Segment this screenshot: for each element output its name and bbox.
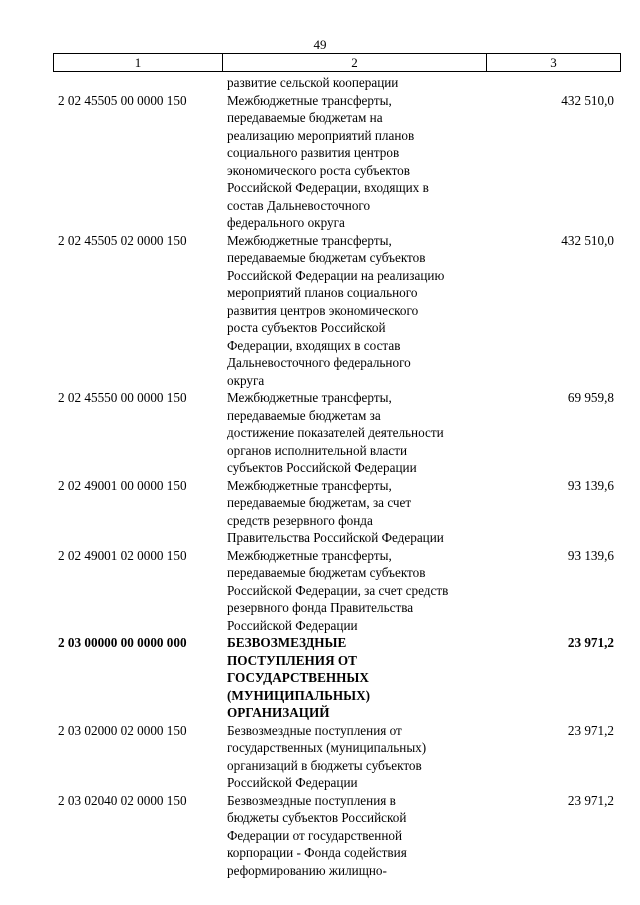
budget-code	[53, 74, 227, 92]
table-row	[53, 92, 621, 232]
table-row	[53, 792, 621, 880]
budget-code: 2 02 49001 02 0000 150	[58, 547, 187, 563]
column-header-1: 1	[54, 54, 223, 71]
description-line: федерального округа	[227, 215, 345, 230]
description	[227, 477, 483, 547]
description-line: Российской Федерации, за счет средств	[227, 582, 449, 598]
description-line: Российской Федерации	[227, 617, 358, 633]
table-row	[53, 722, 621, 792]
description	[227, 389, 483, 477]
column-header-3: 3	[550, 55, 557, 70]
description-line: реализацию мероприятий планов	[227, 127, 415, 143]
description-line: состав Дальневосточного	[227, 197, 371, 213]
budget-code: 2 02 45505 00 0000 150	[58, 92, 187, 108]
description-line: резервного фонда Правительства	[227, 600, 414, 615]
description-line: передаваемые бюджетам субъектов	[227, 250, 426, 265]
description-line: Российской Федерации, входящих в	[227, 180, 429, 195]
budget-code: 2 03 02040 02 0000 150	[58, 792, 187, 808]
description-line: средств резервного фонда	[227, 512, 373, 528]
table-row	[53, 547, 621, 635]
description-line: Межбюджетные трансферты,	[227, 92, 392, 108]
description-line: роста субъектов Российской	[227, 320, 386, 335]
description-line: Безвозмездные поступления в	[227, 792, 396, 808]
description-line: передаваемые бюджетам на	[227, 110, 383, 125]
amount: 93 139,6	[567, 477, 614, 493]
description-line: мероприятий планов социального	[227, 285, 418, 300]
amount: 432 510,0	[561, 92, 614, 108]
column-header-2: 2	[223, 54, 487, 71]
description-line: экономического роста субъектов	[227, 162, 411, 178]
amount: 23 971,2	[567, 635, 614, 650]
budget-table-body	[53, 74, 621, 879]
description-line: Федерации от государственной	[227, 827, 403, 843]
description-line: ПОСТУПЛЕНИЯ ОТ	[227, 652, 357, 668]
description	[227, 722, 483, 792]
description-line: развития центров экономического	[227, 302, 419, 318]
description-line: Межбюджетные трансферты,	[227, 232, 392, 248]
description-line: субъектов Российской Федерации	[227, 460, 417, 475]
description-line: Дальневосточного федерального	[227, 355, 411, 370]
budget-code: 2 02 49001 00 0000 150	[58, 477, 187, 493]
amount: 93 139,6	[567, 547, 614, 563]
description-line: Российской Федерации	[227, 775, 358, 790]
column-header-row	[53, 53, 621, 72]
table-row	[53, 389, 621, 477]
description-line: органов исполнительной власти	[227, 442, 408, 458]
table-row	[53, 634, 621, 722]
budget-code: 2 02 45550 00 0000 150	[58, 390, 187, 405]
page-number: 49	[313, 37, 327, 52]
table-row	[53, 477, 621, 547]
description-line: передаваемые бюджетам субъектов	[227, 565, 426, 580]
description	[227, 232, 483, 390]
description-line: Безвозмездные поступления от	[227, 722, 402, 738]
description-line: Российской Федерации на реализацию	[227, 267, 445, 283]
description-line: достижение показателей деятельности	[227, 425, 444, 440]
amount: 23 971,2	[567, 792, 614, 808]
description	[227, 74, 483, 92]
amount	[483, 74, 621, 92]
description-line: организаций в бюджеты субъектов	[227, 757, 422, 773]
amount: 432 510,0	[561, 232, 614, 248]
description-line: округа	[227, 372, 265, 388]
amount: 23 971,2	[567, 722, 614, 738]
description-line: реформированию жилищно-	[227, 862, 387, 878]
budget-code: 2 03 00000 00 0000 000	[58, 635, 187, 650]
description-line: (МУНИЦИПАЛЬНЫХ)	[227, 687, 370, 703]
description	[227, 547, 483, 635]
description-line: Правительства Российской Федерации	[227, 530, 444, 545]
description-line: корпорации - Фонда содействия	[227, 845, 407, 860]
description-line: государственных (муниципальных)	[227, 740, 427, 755]
description-line: БЕЗВОЗМЕЗДНЫЕ	[227, 635, 347, 650]
description	[227, 792, 483, 880]
description-line: передаваемые бюджетам за	[227, 407, 381, 423]
description	[227, 92, 483, 232]
description-line: Межбюджетные трансферты,	[227, 477, 392, 493]
table-row	[53, 74, 621, 92]
amount: 69 959,8	[567, 390, 614, 405]
table-row	[53, 232, 621, 390]
description-line: Федерации, входящих в состав	[227, 337, 401, 353]
description-line: ГОСУДАРСТВЕННЫХ	[227, 670, 369, 685]
description-line: передаваемые бюджетам, за счет	[227, 495, 412, 510]
description-line: Межбюджетные трансферты,	[227, 390, 392, 405]
description-line: Межбюджетные трансферты,	[227, 547, 392, 563]
budget-code: 2 02 45505 02 0000 150	[58, 232, 187, 248]
description	[227, 634, 483, 722]
description-line: бюджеты субъектов Российской	[227, 810, 407, 825]
description-line: ОРГАНИЗАЦИЙ	[227, 705, 330, 720]
budget-code: 2 03 02000 02 0000 150	[58, 722, 187, 738]
description-line: развитие сельской кооперации	[227, 75, 399, 90]
description-line: социального развития центров	[227, 145, 400, 160]
